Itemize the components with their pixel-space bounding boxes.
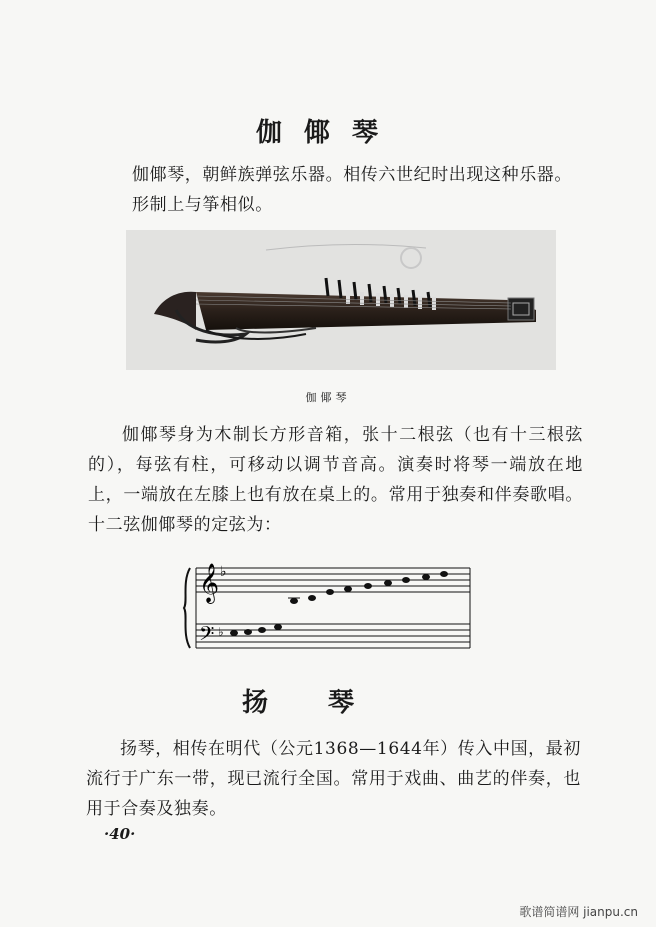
bass-clef-icon: 𝄢 bbox=[199, 622, 215, 650]
intro-paragraph: 伽倻琴，朝鲜族弹弦乐器。相传六世纪时出现这种乐器。形制上与筝相似。 bbox=[132, 165, 572, 215]
gayageum-illustration bbox=[126, 230, 556, 370]
bass-staff bbox=[196, 624, 470, 648]
flat-icon: ♭ bbox=[218, 625, 224, 639]
site-watermark: 歌谱简谱网 jianpu.cn bbox=[519, 905, 638, 919]
section-title-yangqin: 扬琴 bbox=[241, 688, 414, 718]
photo-caption: 伽倻琴 bbox=[305, 391, 351, 404]
treble-clef-icon: 𝄞 bbox=[199, 563, 220, 603]
treble-staff bbox=[196, 568, 470, 592]
gayageum-description: 伽倻琴身为木制长方形音箱，张十二根弦（也有十三根弦的），每弦有柱，可移动以调节音高。演奏时将琴一端放在地上，一端放在左膝上也有放在桌上的。常用于独奏和伴奏歌唱。十二弦伽倻琴的定弦为： bbox=[88, 425, 583, 535]
brace bbox=[184, 568, 190, 648]
notes bbox=[230, 571, 448, 636]
instrument-photo bbox=[126, 230, 556, 370]
music-staff bbox=[182, 552, 472, 662]
section-title-gayageum: 伽倻琴 bbox=[255, 118, 400, 148]
page-number: ·40· bbox=[104, 825, 136, 843]
flat-icon: ♭ bbox=[220, 564, 227, 580]
yangqin-description: 扬琴，相传在明代（公元1368—1644年）传入中国，最初流行于广东一带，现已流行全国。常用于戏曲、曲艺的伴奏，也用于合奏及独奏。 bbox=[86, 739, 581, 819]
tuning-notation bbox=[182, 552, 472, 662]
